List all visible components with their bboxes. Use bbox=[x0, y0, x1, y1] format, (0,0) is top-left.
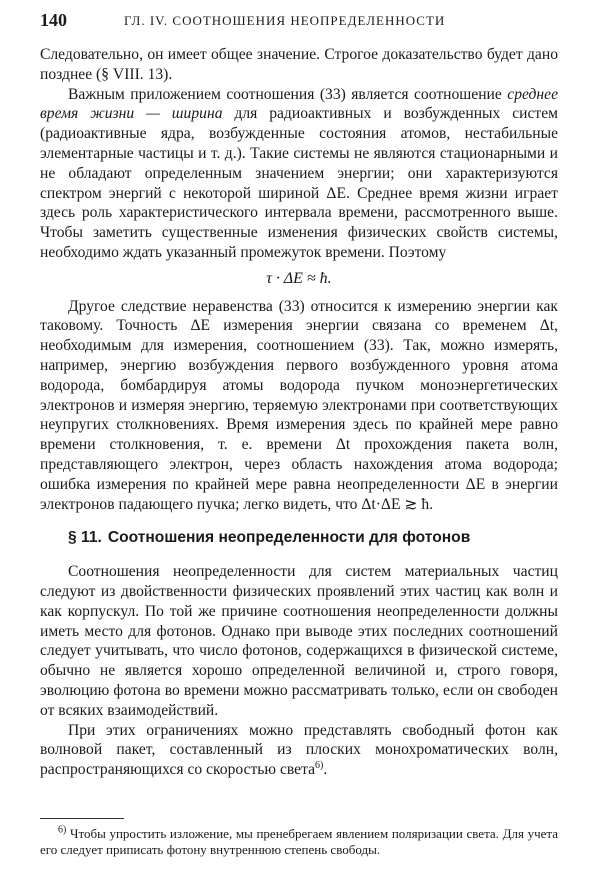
footnote-reference: 6) bbox=[315, 759, 324, 771]
footnote-divider bbox=[40, 818, 124, 819]
paragraph-2 bbox=[40, 85, 558, 263]
page-header bbox=[40, 10, 564, 36]
section-title: Соотношения неопределенности для фотонов bbox=[107, 529, 471, 547]
paragraph-3: Другое следствие неравенства (33) относится к измерению энергии как таковому. Точность ΔE измерения энергии связана со временем Δt, необходимым для измерения, соотношением (33). Так, можно измерять, например, энергию возбуждения первого возбужденного уровня атома водорода, бомбардируя атомы водорода пучком моноэнергетических электронов и измеряя энергию, теряемую электронами при соответствующих неупругих столкновениях. Время измерения здесь по крайней мере равно времени столкновения, т. е. времени Δt прохождения пакета волн, представляющего электрон, через область нахождения атома водорода; ошибка измерения по крайней мере равна неопределенности ΔE в энергии электронов падающего пучка; легко видеть, что Δt·ΔE ≳ ħ. bbox=[40, 297, 558, 513]
paragraph-2-start: Важным приложением соотношения (33) является соотношение bbox=[68, 85, 508, 103]
paragraph-1: Следовательно, он имеет общее значение. Строгое доказательство будет дано позднее (§ VIII. 13). bbox=[40, 46, 558, 83]
section-heading bbox=[40, 528, 558, 548]
paragraph-5-end: . bbox=[323, 761, 328, 779]
footnote bbox=[40, 826, 558, 858]
footnote-text: Чтобы упростить изложение, мы пренебрегаем явлением поляризации света. Для учета его следует приписать фотону внутреннюю степень свободы. bbox=[40, 826, 558, 857]
formula-lifetime-width: τ · ΔE ≈ ħ. bbox=[266, 269, 332, 287]
section-number: § 11. bbox=[68, 529, 102, 547]
paragraph-5 bbox=[40, 721, 558, 780]
page-number: 140 bbox=[40, 10, 67, 30]
footnote-paragraph bbox=[40, 826, 558, 858]
paragraph-4: Соотношения неопределенности для систем материальных частиц следуют из двойственности физических проявлений этих частиц как волн и как корпускул. По той же причине соотношения неопределенности должны иметь место для фотонов. Однако при выводе этих последних соотношений следует учитывать, что число фотонов, содержащихся в физической системе, обычно не является хорошо определенной величиной и, строго говоря, эволюцию фотона во времени можно рассматривать только, если он свободен от всяких взаимодействий. bbox=[40, 563, 558, 719]
body-text bbox=[40, 45, 558, 780]
running-head: ГЛ. IV. СООТНОШЕНИЯ НЕОПРЕДЕЛЕННОСТИ bbox=[124, 13, 446, 28]
paragraph-2-emphasis: среднее время жизни — ширина bbox=[40, 85, 558, 123]
footnote-mark: 6) bbox=[58, 824, 67, 836]
paragraph-5-text: При этих ограничениях можно представлять свободный фотон как волновой пакет, составленный из плоских монохроматических волн, распространяющихся со скоростью света bbox=[40, 721, 558, 779]
paragraph-2-rest: для радиоактивных и возбужденных систем (радиоактивные ядра, возбужденные состояния атомов, нестабильные элементарные частицы и т. д.). Такие системы не являются стационарными и не обладают определенным значением энергии; они характеризуются спектром энергий с некоторой шириной ΔE. Среднее время жизни играет здесь роль характеристического интервала времени, рассмотренного выше. Чтобы заметить существенные изменения физических свойств системы, необходимо ждать указанный промежуток времени. Поэтому bbox=[40, 105, 559, 261]
